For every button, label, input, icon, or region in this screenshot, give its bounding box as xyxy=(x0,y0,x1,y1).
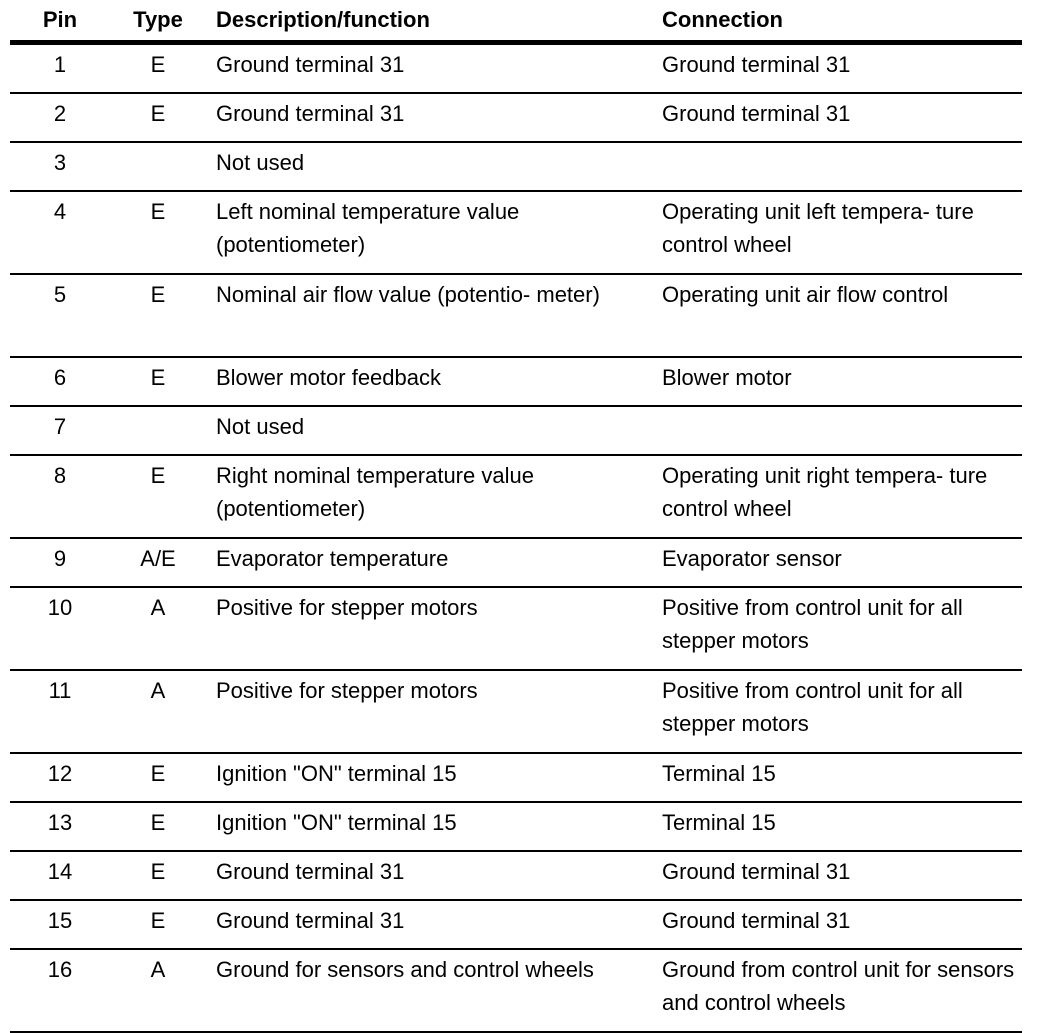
table-row xyxy=(10,949,1022,1032)
cell-type xyxy=(110,142,206,191)
cell-pin: 11 xyxy=(10,670,110,753)
cell-description: Ground terminal 31 xyxy=(206,93,662,142)
cell-pin: 4 xyxy=(10,191,110,274)
table-row xyxy=(10,357,1022,406)
table-body xyxy=(10,43,1022,1033)
cell-description: Not used xyxy=(206,406,662,455)
header-connection: Connection xyxy=(662,0,1022,43)
cell-description: Blower motor feedback xyxy=(206,357,662,406)
table-row xyxy=(10,670,1022,753)
cell-type: A xyxy=(110,587,206,670)
cell-description: Evaporator temperature xyxy=(206,538,662,587)
cell-type: E xyxy=(110,357,206,406)
table-row xyxy=(10,274,1022,357)
cell-pin: 8 xyxy=(10,455,110,538)
cell-connection xyxy=(662,406,1022,455)
header-type: Type xyxy=(110,0,206,43)
cell-pin: 6 xyxy=(10,357,110,406)
cell-pin: 15 xyxy=(10,900,110,949)
cell-pin: 14 xyxy=(10,851,110,900)
table-row xyxy=(10,802,1022,851)
cell-pin: 16 xyxy=(10,949,110,1032)
cell-type: E xyxy=(110,802,206,851)
header-row xyxy=(10,0,1022,43)
table-row xyxy=(10,753,1022,802)
table-row xyxy=(10,93,1022,142)
cell-pin: 3 xyxy=(10,142,110,191)
cell-connection: Terminal 15 xyxy=(662,802,1022,851)
cell-description: Not used xyxy=(206,142,662,191)
header-description: Description/function xyxy=(206,0,662,43)
cell-description: Ignition "ON" terminal 15 xyxy=(206,753,662,802)
pin-assignment-table xyxy=(10,0,1022,1033)
cell-description: Ground terminal 31 xyxy=(206,900,662,949)
table-header xyxy=(10,0,1022,43)
cell-connection: Positive from control unit for all stepper motors xyxy=(662,587,1022,670)
cell-description: Nominal air flow value (potentio- meter) xyxy=(206,274,662,357)
cell-connection: Operating unit left tempera- ture control wheel xyxy=(662,191,1022,274)
table-row xyxy=(10,851,1022,900)
cell-description: Ground for sensors and control wheels xyxy=(206,949,662,1032)
table-row xyxy=(10,142,1022,191)
cell-type: A xyxy=(110,670,206,753)
table-row xyxy=(10,900,1022,949)
cell-connection: Terminal 15 xyxy=(662,753,1022,802)
cell-type: E xyxy=(110,900,206,949)
cell-connection: Ground terminal 31 xyxy=(662,851,1022,900)
cell-pin: 5 xyxy=(10,274,110,357)
table-row xyxy=(10,43,1022,94)
cell-type: E xyxy=(110,455,206,538)
cell-pin: 2 xyxy=(10,93,110,142)
cell-description: Left nominal temperature value (potentiometer) xyxy=(206,191,662,274)
cell-connection: Ground terminal 31 xyxy=(662,93,1022,142)
table-row xyxy=(10,191,1022,274)
table-row xyxy=(10,406,1022,455)
cell-description: Ground terminal 31 xyxy=(206,851,662,900)
cell-type: E xyxy=(110,93,206,142)
cell-type: A xyxy=(110,949,206,1032)
cell-description: Right nominal temperature value (potentiometer) xyxy=(206,455,662,538)
cell-connection: Operating unit right tempera- ture control wheel xyxy=(662,455,1022,538)
cell-type: E xyxy=(110,191,206,274)
cell-connection: Evaporator sensor xyxy=(662,538,1022,587)
table-row xyxy=(10,538,1022,587)
cell-type: E xyxy=(110,851,206,900)
cell-type: E xyxy=(110,274,206,357)
cell-description: Positive for stepper motors xyxy=(206,587,662,670)
cell-connection xyxy=(662,142,1022,191)
cell-pin: 9 xyxy=(10,538,110,587)
cell-connection: Ground from control unit for sensors and control wheels xyxy=(662,949,1022,1032)
cell-type: E xyxy=(110,753,206,802)
table-row xyxy=(10,587,1022,670)
cell-type: E xyxy=(110,43,206,94)
cell-connection: Ground terminal 31 xyxy=(662,900,1022,949)
table-row xyxy=(10,455,1022,538)
cell-pin: 13 xyxy=(10,802,110,851)
cell-pin: 12 xyxy=(10,753,110,802)
cell-description: Ignition "ON" terminal 15 xyxy=(206,802,662,851)
cell-type: A/E xyxy=(110,538,206,587)
cell-pin: 7 xyxy=(10,406,110,455)
cell-type xyxy=(110,406,206,455)
cell-pin: 10 xyxy=(10,587,110,670)
header-pin: Pin xyxy=(10,0,110,43)
cell-connection: Ground terminal 31 xyxy=(662,43,1022,94)
cell-description: Ground terminal 31 xyxy=(206,43,662,94)
cell-connection: Operating unit air flow control xyxy=(662,274,1022,357)
cell-connection: Blower motor xyxy=(662,357,1022,406)
cell-connection: Positive from control unit for all stepper motors xyxy=(662,670,1022,753)
cell-pin: 1 xyxy=(10,43,110,94)
cell-description: Positive for stepper motors xyxy=(206,670,662,753)
